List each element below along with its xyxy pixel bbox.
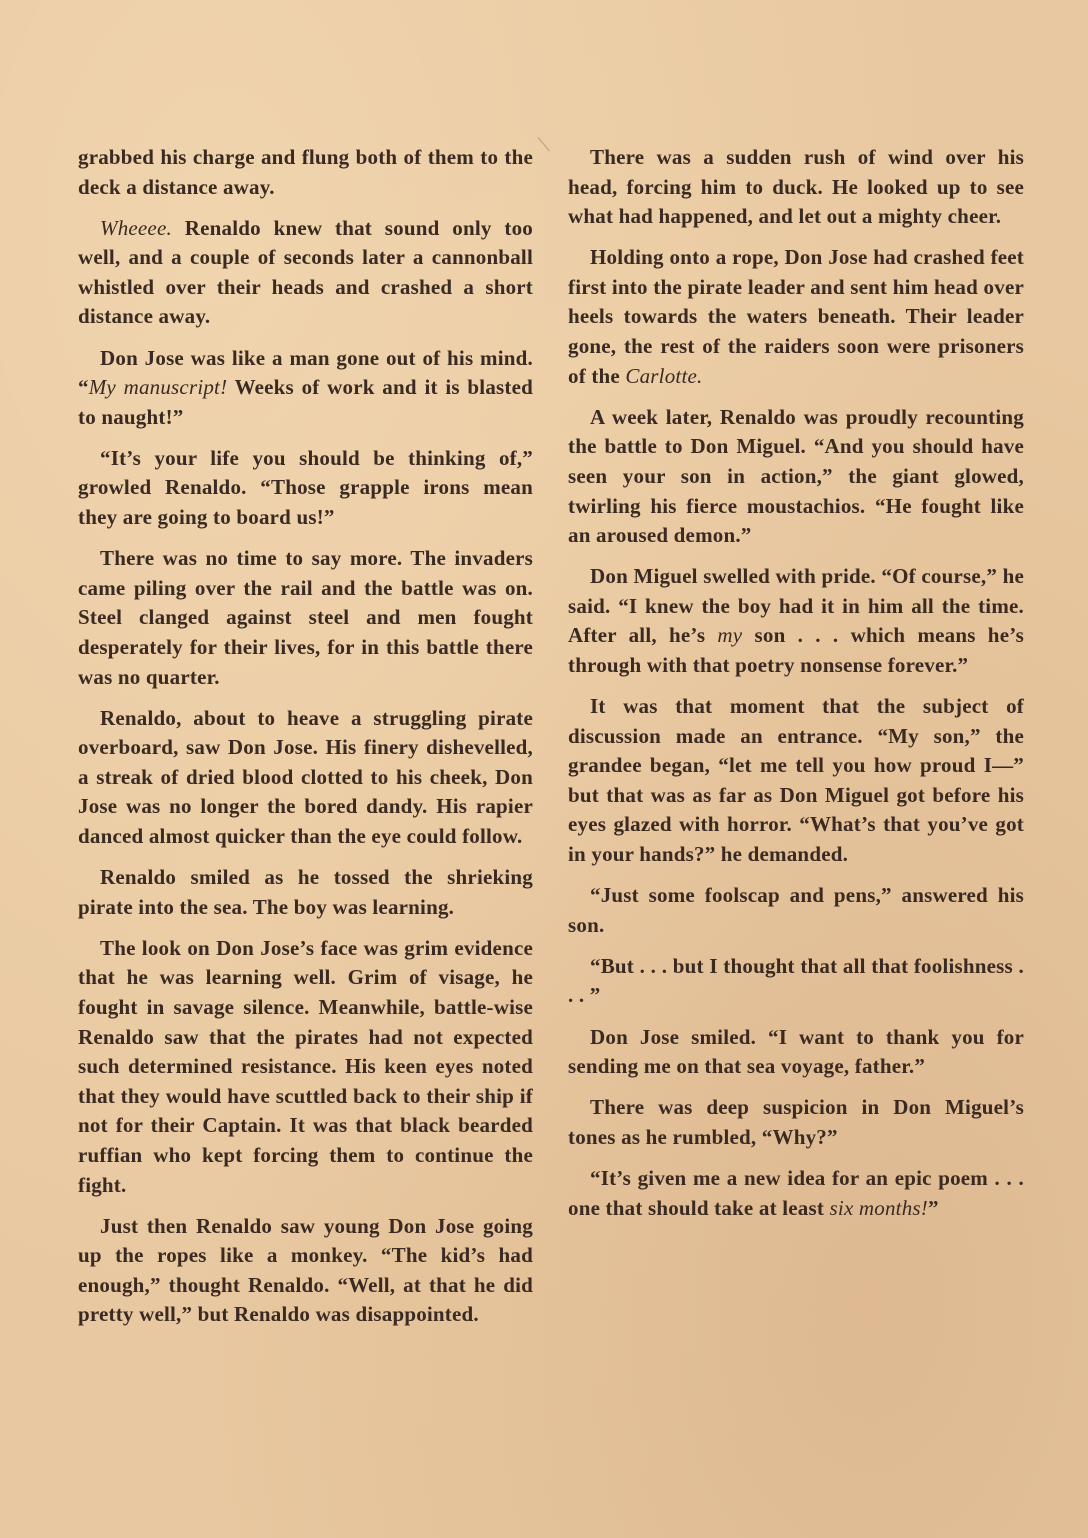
paragraph: “Just some foolscap and pens,” answered his son. bbox=[568, 883, 1024, 937]
paragraph: grabbed his charge and flung both of them to the deck a distance away. bbox=[78, 145, 533, 199]
paragraph: Don Miguel swelled with pride. “Of course,” he said. “I knew the boy had it in him all the time. After all, he’s my son . . . which means he’s through with that poetry nonsense forever.” bbox=[568, 564, 1024, 677]
paragraph: Wheeee. Renaldo knew that sound only too well, and a couple of seconds later a cannonball whistled over their heads and crashed a short distance away. bbox=[78, 215, 533, 329]
paragraph: Don Jose was like a man gone out of his mind. “My manuscript! Weeks of work and it is blasted to naught!” bbox=[78, 345, 534, 429]
print-mark bbox=[538, 131, 558, 152]
paragraph: “But . . . but I thought that all that foolishness . . . ” bbox=[568, 953, 1024, 1008]
paragraph: There was deep suspicion in Don Miguel’s tones as he rumbled, “Why?” bbox=[568, 1095, 1024, 1149]
paragraph: There was a sudden rush of wind over his head, forcing him to duck. He looked up to see what had happened, and let out a mighty cheer. bbox=[568, 145, 1024, 229]
paragraph: “It’s your life you should be thinking of,” growled Renaldo. “Those grapple irons mean they are going to board us!” bbox=[78, 445, 533, 530]
paragraph: The look on Don Jose’s face was grim evidence that he was learning well. Grim of visage, he fought in savage silence. Meanwhile, battle-wise Renaldo saw that the pirates had not expected such determined resistance. His keen eyes noted that they would have scuttled back to their ship if not for their Captain. It was that black bearded ruffian who kept forcing them to continue the fight. bbox=[78, 935, 533, 1197]
paragraph: Renaldo smiled as he tossed the shrieking pirate into the sea. The boy was learning. bbox=[78, 865, 533, 919]
paragraph: It was that moment that the subject of discussion made an entrance. “My son,” the grandee began, “let me tell you how proud I—” but that was as far as Don Miguel got before his eyes glazed with horror. “What’s that you’ve got in your hands?” he demanded. bbox=[568, 694, 1024, 867]
ship-name: Carlotte. bbox=[625, 363, 703, 388]
left-text-column bbox=[78, 143, 533, 1341]
paragraph: “It’s given me a new idea for an epic poem . . . one that should take at least six months!” bbox=[568, 1165, 1024, 1220]
paragraph: There was no time to say more. The invaders came piling over the rail and the battle was on. Steel clanged against steel and men fought desperately for their lives, for in this battle there was no quarter. bbox=[78, 546, 533, 689]
paragraph: Renaldo, about to heave a struggling pirate overboard, saw Don Jose. His finery dishevelled, a streak of dried blood clotted to his cheek, Don Jose was no longer the bored dandy. His rapier danced almost quicker than the eye could follow. bbox=[78, 705, 533, 848]
paragraph: Don Jose smiled. “I want to thank you for sending me on that sea voyage, father.” bbox=[568, 1024, 1024, 1079]
sound-effect: Wheeee. bbox=[100, 215, 172, 240]
right-text-column bbox=[568, 143, 1024, 1235]
paragraph: Just then Renaldo saw young Don Jose going up the ropes like a monkey. “The kid’s had enough,” thought Renaldo. “Well, at that he did pretty well,” but Renaldo was disappointed. bbox=[78, 1213, 533, 1327]
paragraph: A week later, Renaldo was proudly recounting the battle to Don Miguel. “And you should have seen your son in action,” the giant glowed, twirling his fierce moustachios. “He fought like an aroused demon.” bbox=[568, 404, 1024, 548]
paragraph: Holding onto a rope, Don Jose had crashed feet first into the pirate leader and sent him head over heels towards the waters beneath. Their leader gone, the rest of the raiders soon were prisoners of the Carlotte. bbox=[568, 245, 1024, 388]
